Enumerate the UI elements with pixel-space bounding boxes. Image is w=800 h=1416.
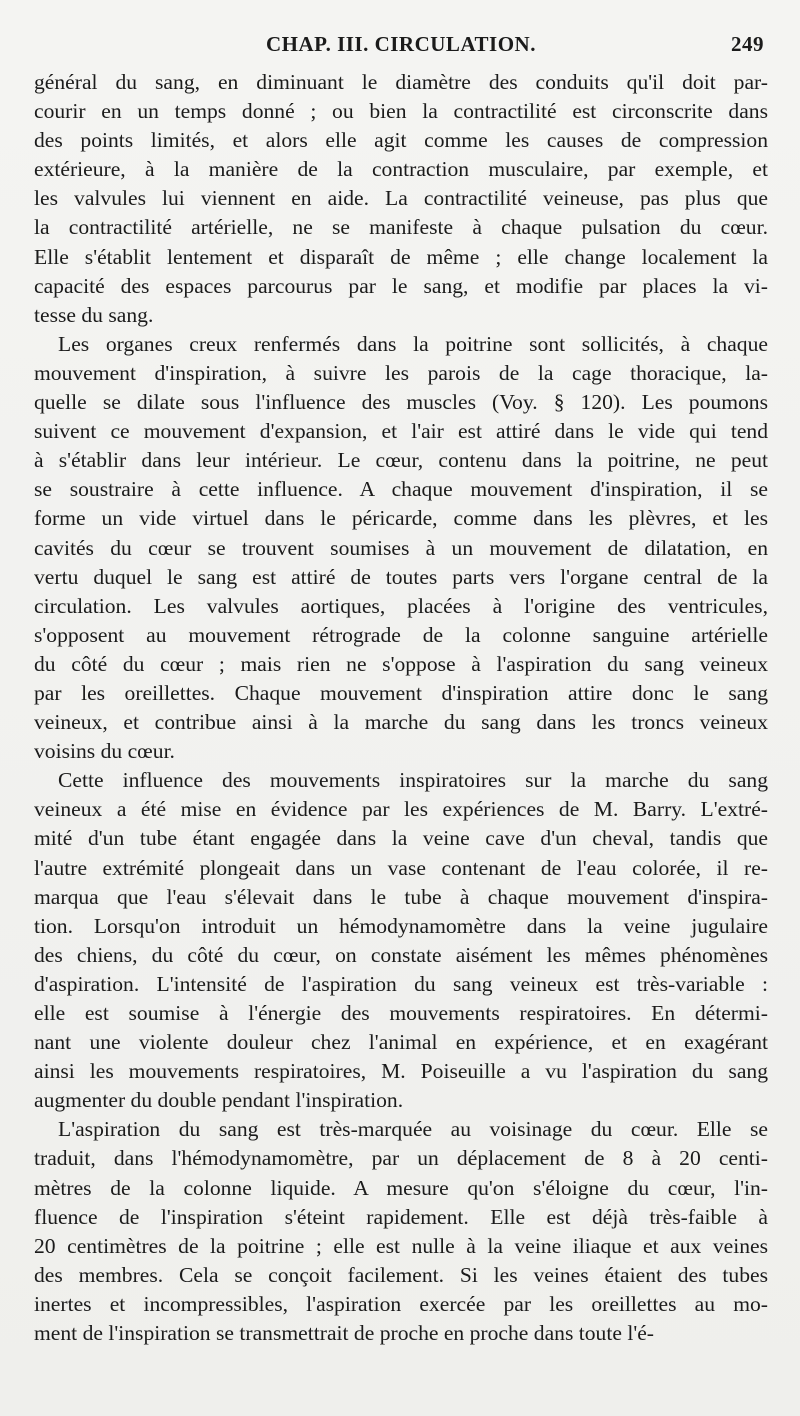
- text-line: général du sang, en diminuant le diamètre des conduits qu'il doit par-: [34, 70, 768, 94]
- text-line: la contractilité artérielle, ne se manifeste à chaque pulsation du cœur.: [34, 215, 768, 240]
- paragraph-p4: [34, 1115, 768, 1348]
- text-line: veineux a été mise en évidence par les expériences de M. Barry. L'extré-: [34, 797, 768, 822]
- text-line: des points limités, et alors elle agit comme les causes de compression: [34, 128, 768, 153]
- text-line: cavités du cœur se trouvent soumises à un mouvement de dilatation, en: [34, 535, 768, 560]
- body-text: [34, 68, 768, 1348]
- text-line: par les oreillettes. Chaque mouvement d'inspiration attire donc le sang: [34, 680, 768, 705]
- text-line: quelle se dilate sous l'influence des muscles (Voy. § 120). Les poumons: [34, 390, 768, 415]
- text-line: voisins du cœur.: [34, 739, 175, 764]
- text-line: traduit, dans l'hémodynamomètre, par un déplacement de 8 à 20 centi-: [34, 1146, 768, 1171]
- text-line: s'opposent au mouvement rétrograde de la colonne sanguine artérielle: [34, 622, 768, 647]
- text-line: vertu duquel le sang est attiré de toutes parts vers l'organe central de la: [34, 564, 768, 589]
- text-line: suivent ce mouvement d'expansion, et l'air est attiré dans le vide qui tend: [34, 419, 768, 444]
- text-line: marqua que l'eau s'élevait dans le tube à chaque mouvement d'inspira-: [34, 884, 768, 909]
- text-line: veineux, et contribue ainsi à la marche du sang dans les troncs veineux: [34, 710, 768, 735]
- text-line: à s'établir dans leur intérieur. Le cœur, contenu dans la poitrine, ne peut: [34, 448, 768, 473]
- text-line: mètres de la colonne liquide. A mesure qu'on s'éloigne du cœur, l'in-: [34, 1175, 768, 1200]
- text-line: capacité des espaces parcourus par le sang, et modifie par places la vi-: [34, 273, 768, 298]
- paragraph-p2: [34, 330, 768, 766]
- text-line: tesse du sang.: [34, 302, 154, 327]
- text-line: l'autre extrémité plongeait dans un vase contenant de l'eau colorée, il re-: [34, 855, 768, 880]
- text-line: fluence de l'inspiration s'éteint rapidement. Elle est déjà très-faible à: [34, 1204, 768, 1229]
- text-line: mouvement d'inspiration, à suivre les parois de la cage thoracique, la-: [34, 360, 768, 385]
- text-line: forme un vide virtuel dans le péricarde, comme dans les plèvres, et les: [34, 506, 768, 531]
- text-line: Elle s'établit lentement et disparaît de même ; elle change localement la: [34, 244, 768, 269]
- text-line: d'aspiration. L'intensité de l'aspiration du sang veineux est très-variable :: [34, 971, 768, 996]
- text-line: des membres. Cela se conçoit facilement. Si les veines étaient des tubes: [34, 1262, 768, 1287]
- text-line: les valvules lui viennent en aide. La contractilité veineuse, pas plus que: [34, 186, 768, 211]
- chapter-title: CHAP. III. CIRCULATION.: [266, 32, 536, 56]
- text-line: circulation. Les valvules aortiques, placées à l'origine des ventricules,: [34, 593, 768, 618]
- text-line: 20 centimètres de la poitrine ; elle est nulle à la veine iliaque et aux veines: [34, 1233, 768, 1258]
- text-line: Les organes creux renfermés dans la poitrine sont sollicités, à chaque: [58, 331, 768, 356]
- paragraph-p1: [34, 68, 768, 330]
- page-number: 249: [731, 32, 764, 56]
- text-line: inertes et incompressibles, l'aspiration exercée par les oreillettes au mo-: [34, 1291, 768, 1316]
- text-line: extérieure, à la manière de la contraction musculaire, par exemple, et: [34, 157, 768, 182]
- text-line: tion. Lorsqu'on introduit un hémodynamomètre dans la veine jugulaire: [34, 913, 768, 938]
- text-line: Cette influence des mouvements inspiratoires sur la marche du sang: [58, 768, 768, 793]
- text-line: ment de l'inspiration se transmettrait de proche en proche dans toute l'é-: [34, 1321, 654, 1346]
- paragraph-p3: [34, 766, 768, 1115]
- text-line: ainsi les mouvements respiratoires, M. Poiseuille a vu l'aspiration du sang: [34, 1059, 768, 1084]
- text-line: augmenter du double pendant l'inspiration.: [34, 1088, 404, 1113]
- text-line: courir en un temps donné ; ou bien la contractilité est circonscrite dans: [34, 99, 768, 124]
- text-line: L'aspiration du sang est très-marquée au voisinage du cœur. Elle se: [58, 1117, 768, 1142]
- text-line: nant une violente douleur chez l'animal en expérience, et en exagérant: [34, 1030, 768, 1055]
- text-line: des chiens, du côté du cœur, on constate aisément les mêmes phénomènes: [34, 942, 768, 967]
- running-header: [34, 28, 768, 68]
- text-line: elle est soumise à l'énergie des mouvements respiratoires. En détermi-: [34, 1001, 768, 1025]
- text-line: se soustraire à cette influence. A chaque mouvement d'inspiration, il se: [34, 477, 768, 502]
- text-line: du côté du cœur ; mais rien ne s'oppose à l'aspiration du sang veineux: [34, 651, 768, 676]
- text-line: mité d'un tube étant engagée dans la veine cave d'un cheval, tandis que: [34, 826, 768, 851]
